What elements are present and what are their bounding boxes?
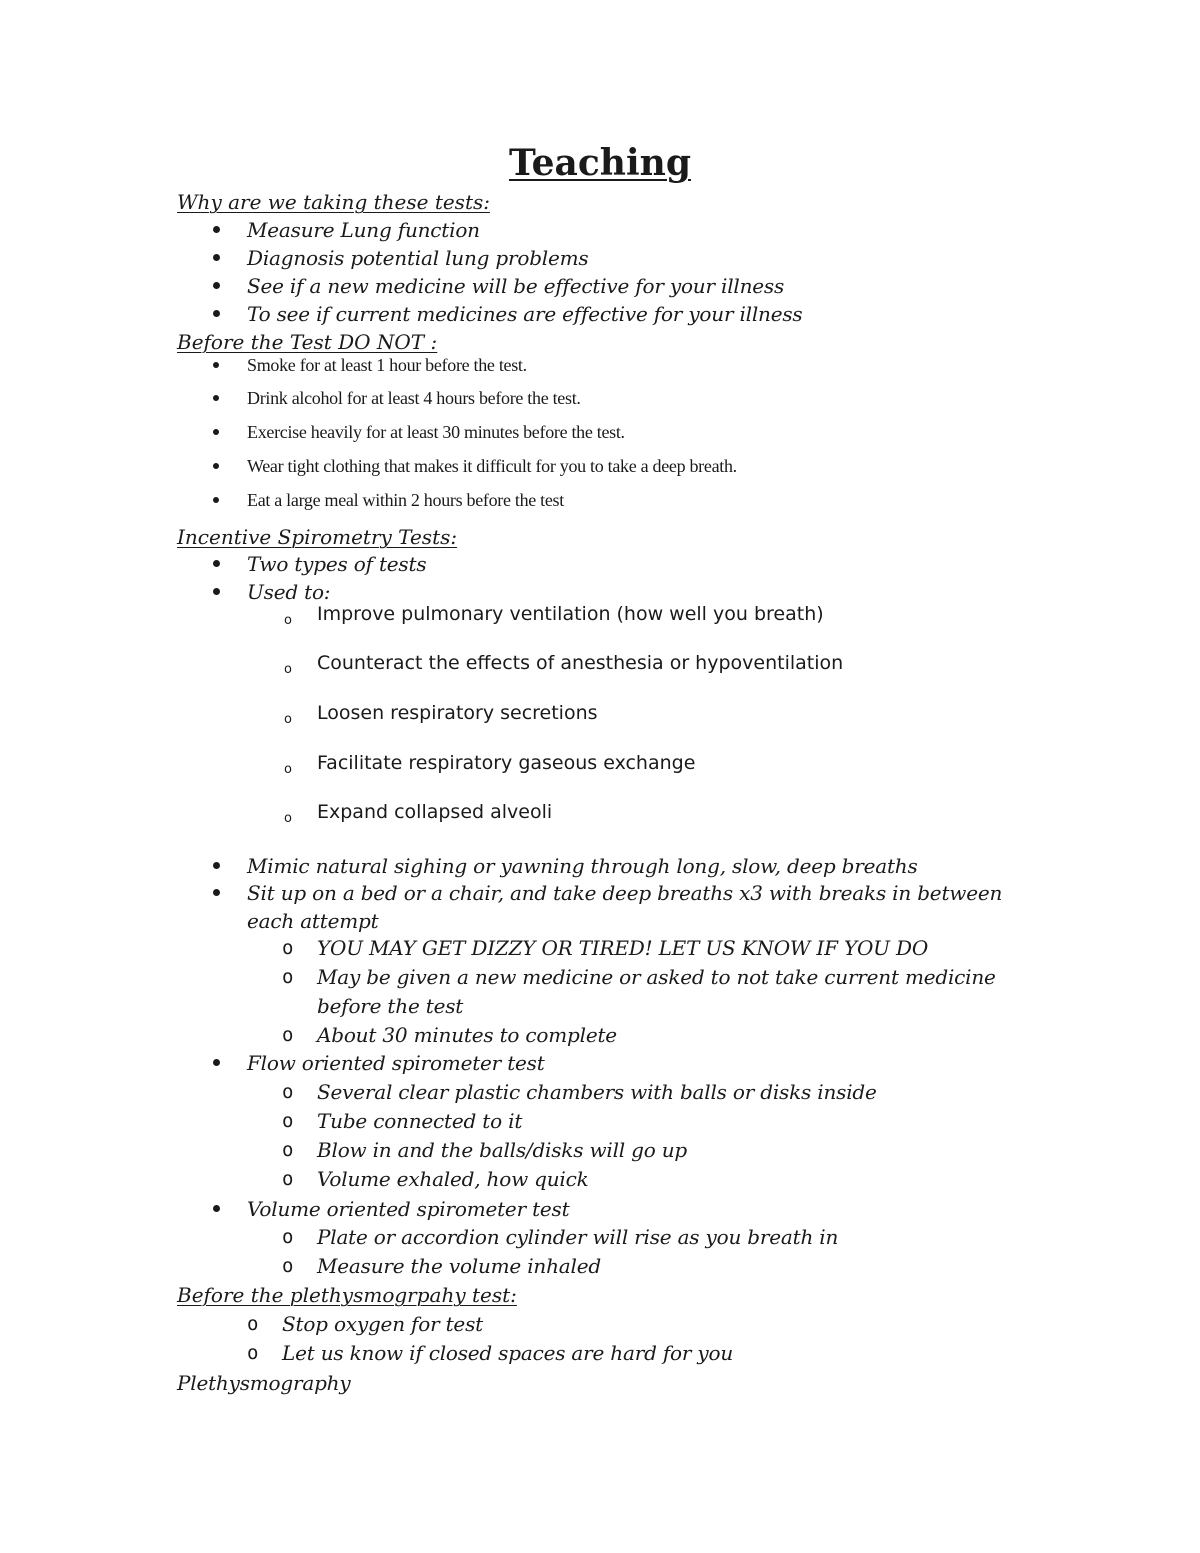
sub-bullet-hollow: o [282,1168,294,1190]
pleth-item: Stop oxygen for test [282,1312,483,1336]
flow-subitem: Volume exhaled, how quick [317,1167,589,1191]
bullet-dot [213,310,220,317]
flow-subitem: Blow in and the balls/disks will go up [317,1138,687,1162]
sub-bullet-hollow: o [282,1110,294,1132]
page-title: Teaching [508,142,691,184]
used-to-subitem: Counteract the effects of anesthesia or hypoventilation [317,652,844,674]
before-test-item: Drink alcohol for at least 4 hours before the test. [247,388,581,408]
incentive-item-types: Two types of tests [247,552,427,576]
sub-bullet-hollow: o [282,1081,294,1103]
sit-up-subitem: YOU MAY GET DIZZY OR TIRED! LET US KNOW IF YOU DO [317,936,929,960]
sub-bullet-hollow: o [282,937,294,959]
bullet-dot [213,889,220,896]
incentive-item-sit-up-cont: each attempt [247,909,379,933]
sub-bullet-o: o [284,811,292,826]
used-to-subitem: Loosen respiratory secretions [317,702,598,724]
sub-bullet-hollow: o [282,966,294,988]
bullet-dot [213,862,220,869]
sub-bullet-hollow: o [282,1024,294,1046]
incentive-item-mimic: Mimic natural sighing or yawning through long, slow, deep breaths [247,854,918,878]
used-to-subitem: Facilitate respiratory gaseous exchange [317,752,696,774]
incentive-item-used-to: Used to: [247,580,331,604]
incentive-item-flow: Flow oriented spirometer test [247,1051,545,1075]
flow-subitem: Tube connected to it [317,1109,523,1133]
why-item: Measure Lung function [247,218,480,242]
bullet-dot [213,429,219,435]
before-test-item: Wear tight clothing that makes it difficult for you to take a deep breath. [247,456,737,476]
bullet-dot [213,1059,220,1066]
sub-bullet-hollow: o [282,1139,294,1161]
sub-bullet-o: o [284,762,292,777]
bullet-dot [213,395,219,401]
sub-bullet-hollow: o [247,1313,259,1335]
bullet-dot [213,226,220,233]
bullet-dot [213,560,220,567]
sit-up-subitem-cont: before the test [317,994,464,1018]
incentive-item-sit-up: Sit up on a bed or a chair, and take deep breaths x3 with breaks in between [247,881,1003,905]
before-test-item: Exercise heavily for at least 30 minutes before the test. [247,422,625,442]
bullet-dot [213,282,220,289]
pleth-heading: Before the plethysmogrpahy test: [177,1283,517,1307]
before-test-item: Eat a large meal within 2 hours before the test [247,490,564,510]
bullet-dot [213,1205,220,1212]
volume-subitem: Plate or accordion cylinder will rise as you breath in [317,1225,839,1249]
flow-subitem: Several clear plastic chambers with balls or disks inside [317,1080,877,1104]
pleth-item: Let us know if closed spaces are hard for you [282,1341,734,1365]
sub-bullet-hollow: o [282,1255,294,1277]
sit-up-subitem: May be given a new medicine or asked to not take current medicine [317,965,996,989]
incentive-heading: Incentive Spirometry Tests: [177,525,458,549]
before-test-item: Smoke for at least 1 hour before the test. [247,355,527,375]
why-item: Diagnosis potential lung problems [247,246,589,270]
sub-bullet-hollow: o [282,1226,294,1248]
bullet-dot [213,362,219,368]
sit-up-subitem: About 30 minutes to complete [317,1023,617,1047]
bullet-dot [213,497,219,503]
why-heading: Why are we taking these tests: [177,190,490,214]
bullet-dot [213,463,219,469]
why-item: See if a new medicine will be effective for your illness [247,274,785,298]
before-test-heading: Before the Test DO NOT : [177,330,438,354]
used-to-subitem: Expand collapsed alveoli [317,801,553,823]
why-item: To see if current medicines are effective for your illness [247,302,803,326]
incentive-item-volume: Volume oriented spirometer test [247,1197,570,1221]
sub-bullet-o: o [284,712,292,727]
pleth-trailing-text: Plethysmography [177,1371,351,1395]
bullet-dot [213,588,220,595]
used-to-subitem: Improve pulmonary ventilation (how well you breath) [317,603,824,625]
bullet-dot [213,254,220,261]
sub-bullet-o: o [284,613,292,628]
volume-subitem: Measure the volume inhaled [317,1254,601,1278]
sub-bullet-o: o [284,662,292,677]
sub-bullet-hollow: o [247,1342,259,1364]
